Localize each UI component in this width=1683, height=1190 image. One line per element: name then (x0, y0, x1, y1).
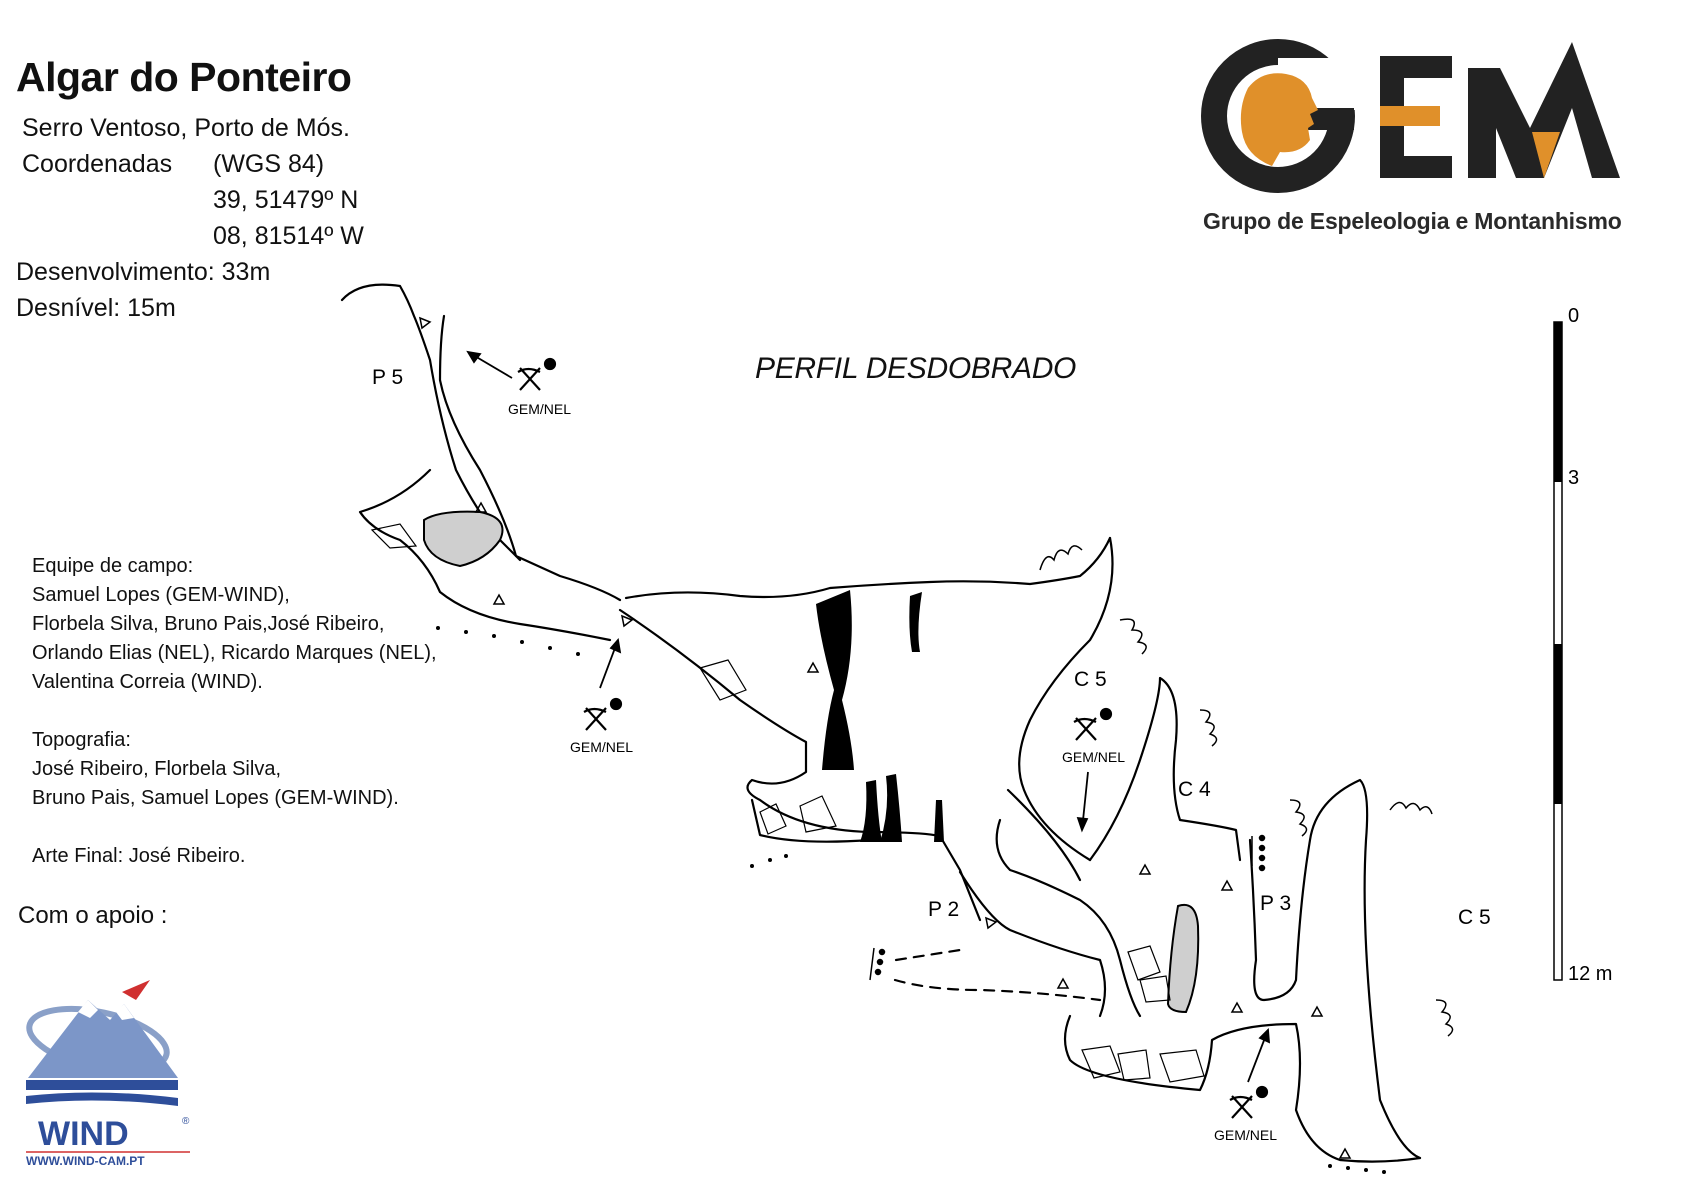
field-team-line: Florbela Silva, Bruno Pais,José Ribeiro, (32, 613, 385, 635)
field-team-line: Samuel Lopes (GEM-WIND), (32, 584, 290, 606)
chimney-label-c4: C 4 (1178, 778, 1211, 801)
survey-stations (420, 318, 1350, 1158)
cave-wall (620, 610, 980, 920)
survey-title: Algar do Ponteiro (16, 54, 352, 100)
chimney-label-c5-lower: C 5 (1458, 906, 1491, 929)
gem-subtitle: Grupo de Espeleologia e Montanhismo (1203, 208, 1622, 234)
flowstone-column (816, 590, 854, 770)
chimney-label-c5: C 5 (1074, 668, 1107, 691)
cave-wall (1019, 538, 1112, 860)
latitude-value: 39, 51479º N (213, 186, 359, 214)
cave-wall (960, 872, 1105, 1016)
water-pool (424, 512, 503, 566)
cave-wall (1090, 678, 1240, 860)
svg-text:®: ® (182, 1116, 190, 1127)
stalactite (909, 592, 922, 652)
stalagmite (860, 780, 882, 842)
development-value: Desenvolvimento: 33m (16, 258, 271, 286)
water-pool (1168, 905, 1198, 1012)
profile-title: PERFIL DESDOBRADO (755, 352, 1077, 385)
location-text: Serro Ventoso, Porto de Mós. (22, 114, 350, 142)
dig-arrows (468, 352, 1269, 1082)
wind-name: WIND (38, 1115, 129, 1153)
coordinate-system: (WGS 84) (213, 150, 325, 178)
dig-site-label: GEM/NEL (570, 739, 634, 755)
longitude-value: 08, 81514º W (213, 222, 364, 250)
dig-site-label: GEM/NEL (508, 401, 572, 417)
field-team-label: Equipe de campo: (32, 555, 194, 577)
wind-url: WWW.WIND-CAM.PT (26, 1154, 145, 1168)
topography-line: Bruno Pais, Samuel Lopes (GEM-WIND). (32, 787, 399, 809)
pit-label-p2: P 2 (928, 898, 960, 921)
dig-site-label: GEM/NEL (1214, 1127, 1278, 1143)
scale-three: 3 (1568, 467, 1580, 489)
floor-dots (436, 626, 1386, 1174)
stalagmite (880, 774, 902, 842)
stalagmite (934, 800, 944, 842)
cave-dashed-passage (895, 950, 1100, 1000)
coordinates-label: Coordenadas (22, 150, 173, 178)
topography-label: Topografia: (32, 729, 131, 751)
field-team-line: Orlando Elias (NEL), Ricardo Marques (NEL), (32, 642, 437, 664)
cave-wall (1250, 780, 1420, 1158)
topography-line: José Ribeiro, Florbela Silva, (32, 758, 281, 780)
final-art-credit: Arte Final: José Ribeiro. (32, 845, 246, 867)
pit-label-p5: P 5 (372, 366, 404, 389)
field-team-line: Valentina Correia (WIND). (32, 671, 263, 693)
pit-label-p3: P 3 (1260, 892, 1292, 915)
support-label: Com o apoio : (18, 902, 168, 929)
cave-wall (626, 538, 1110, 598)
depth-value: Desnível: 15m (16, 294, 176, 322)
dig-site-label: GEM/NEL (1062, 749, 1126, 765)
cave-wall (1008, 790, 1080, 880)
scale-twelve: 12 m (1568, 963, 1613, 985)
scale-zero: 0 (1568, 305, 1580, 327)
cave-wall (997, 820, 1140, 1016)
